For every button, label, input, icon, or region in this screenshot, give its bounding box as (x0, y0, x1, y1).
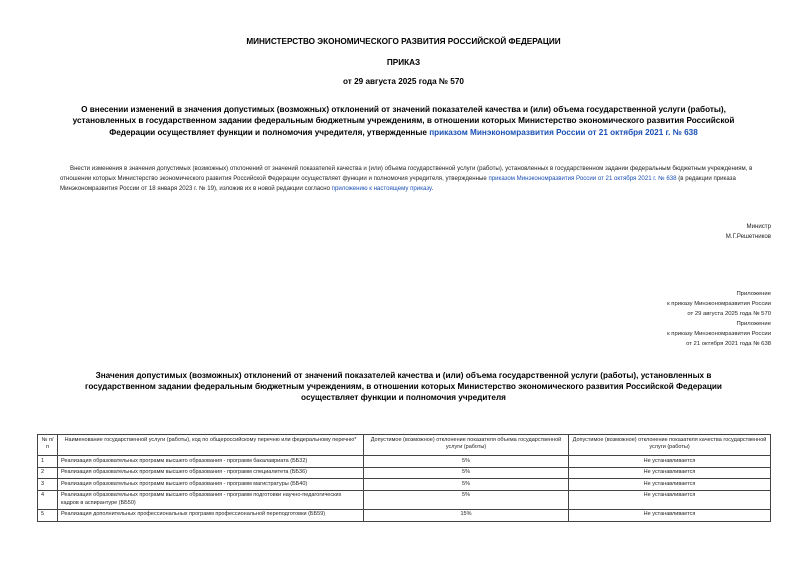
table-title-line-3: осуществляет функции и полномочия учредителя (301, 393, 506, 403)
cell-service-name: Реализация образовательных программ высшего образования - программ подготовки научно-педагогических кадров в аспирантуре (ББ50) (58, 490, 364, 509)
table-title-line-2: государственном задании федеральным бюджетным учреждениям, в отношении которых Министерство экономического развития Российской Федерации (85, 382, 722, 392)
header-volume-deviation: Допустимое (возможное) отклонение показателя объема государственной услуги (работы) (364, 435, 569, 456)
cell-num: 5 (38, 509, 58, 521)
cell-volume: 5% (364, 490, 569, 509)
table-title (40, 370, 767, 404)
header-service-name: Наименование государственной услуги (работы), код по общероссийскому перечню или федеральному перечню* (58, 435, 364, 456)
signature-position: Министр (746, 223, 771, 230)
order-638-link[interactable]: приказом Минэкономразвития России от 21 октября 2021 г. № 638 (429, 127, 698, 137)
ministry-heading: МИНИСТЕРСТВО ЭКОНОМИЧЕСКОГО РАЗВИТИЯ РОССИЙСКОЙ ФЕДЕРАЦИИ (246, 37, 561, 46)
body-text-part-3: . (431, 184, 434, 192)
appendix-label-2: Приложение (736, 320, 771, 327)
signature-name: М.Г.Решетников (725, 232, 771, 240)
cell-service-name: Реализация образовательных программ высшего образования - программ магистратуры (ББ40) (58, 479, 364, 491)
cell-num: 1 (38, 456, 58, 468)
table-row (38, 467, 771, 479)
cell-num: 4 (38, 490, 58, 509)
cell-volume: 5% (364, 467, 569, 479)
header-num: № п/п (38, 435, 58, 456)
cell-quality: Не устанавливается (569, 509, 771, 521)
appendix-date-1: от 29 августа 2025 года № 570 (687, 310, 771, 317)
title-line-1: О внесении изменений в значения допустимых (возможных) отклонений от значений показателей качества и (или) объема государственной услуги (работы), (81, 105, 726, 114)
cell-volume: 5% (364, 479, 569, 491)
appendix-label-1: Приложение (736, 291, 771, 297)
cell-service-name: Реализация образовательных программ высшего образования - программ бакалавриата (ББ32) (58, 456, 364, 468)
appendix-ref-1: к приказу Минэкономразвития России (667, 300, 771, 307)
cell-num: 3 (38, 479, 58, 491)
table-row (38, 479, 771, 491)
deviation-table (37, 434, 771, 522)
cell-quality: Не устанавливается (569, 467, 771, 479)
table-row (38, 509, 771, 521)
title-line-3-text: Федерации осуществляет функции и полномочия учредителя, утвержденные (109, 127, 430, 137)
cell-volume: 15% (364, 509, 569, 521)
body-order-638-link[interactable]: приказом Минэкономразвития России от 21 октября 2021 г. № 638 (488, 174, 677, 182)
body-paragraph (60, 164, 770, 193)
cell-volume: 5% (364, 456, 569, 468)
cell-quality: Не устанавливается (569, 456, 771, 468)
header-quality-deviation: Допустимое (возможное) отклонение показателя качества государственной услуги (работы) (569, 435, 771, 456)
signature-block (726, 222, 771, 241)
body-text-part-2: (в редакции приказа Минэкономразвития России от 18 января 2023 г. № 19), изложив их в новой редакции согласно (60, 174, 736, 192)
table-row (38, 456, 771, 468)
document-type: ПРИКАЗ (386, 58, 421, 67)
appendix-link[interactable]: приложению к настоящему приказу (331, 184, 432, 192)
cell-num: 2 (38, 467, 58, 479)
table-row (38, 490, 771, 509)
cell-service-name: Реализация дополнительных профессиональных программ профессиональной переподготовки (ББ59) (58, 509, 364, 521)
document-date-number: от 29 августа 2025 года № 570 (343, 77, 464, 86)
table-header-row (38, 435, 771, 456)
appendix-ref-2: к приказу Минэкономразвития России (667, 330, 771, 337)
body-text-part-1: Внести изменения в значения допустимых (возможных) отклонений от значений показателей качества и (или) объема государственной услуги (работы), установленных в государственном задании федеральным бюджетным учреждениям, в отношении которых Министерство экономического развития Российской Федерации осуществляет функции и полномочия учредителя, утвержденные (60, 165, 753, 182)
title-line-2: установленных в государственном задании федеральным бюджетным учреждениям, в отношении которых Министерство экономического развития Российской (72, 116, 735, 126)
appendix-block (667, 290, 771, 349)
appendix-date-2: от 21 октября 2021 года № 638 (686, 340, 771, 347)
cell-quality: Не устанавливается (569, 490, 771, 509)
cell-quality: Не устанавливается (569, 479, 771, 491)
table-title-line-1: Значения допустимых (возможных) отклонений от значений показателей качества и (или) объема государственной услуги (работы), установленных в (95, 371, 712, 380)
title-line-3 (30, 127, 777, 138)
document-title (30, 104, 777, 138)
cell-service-name: Реализация образовательных программ высшего образования - программ специалитета (ББ36) (58, 467, 364, 479)
